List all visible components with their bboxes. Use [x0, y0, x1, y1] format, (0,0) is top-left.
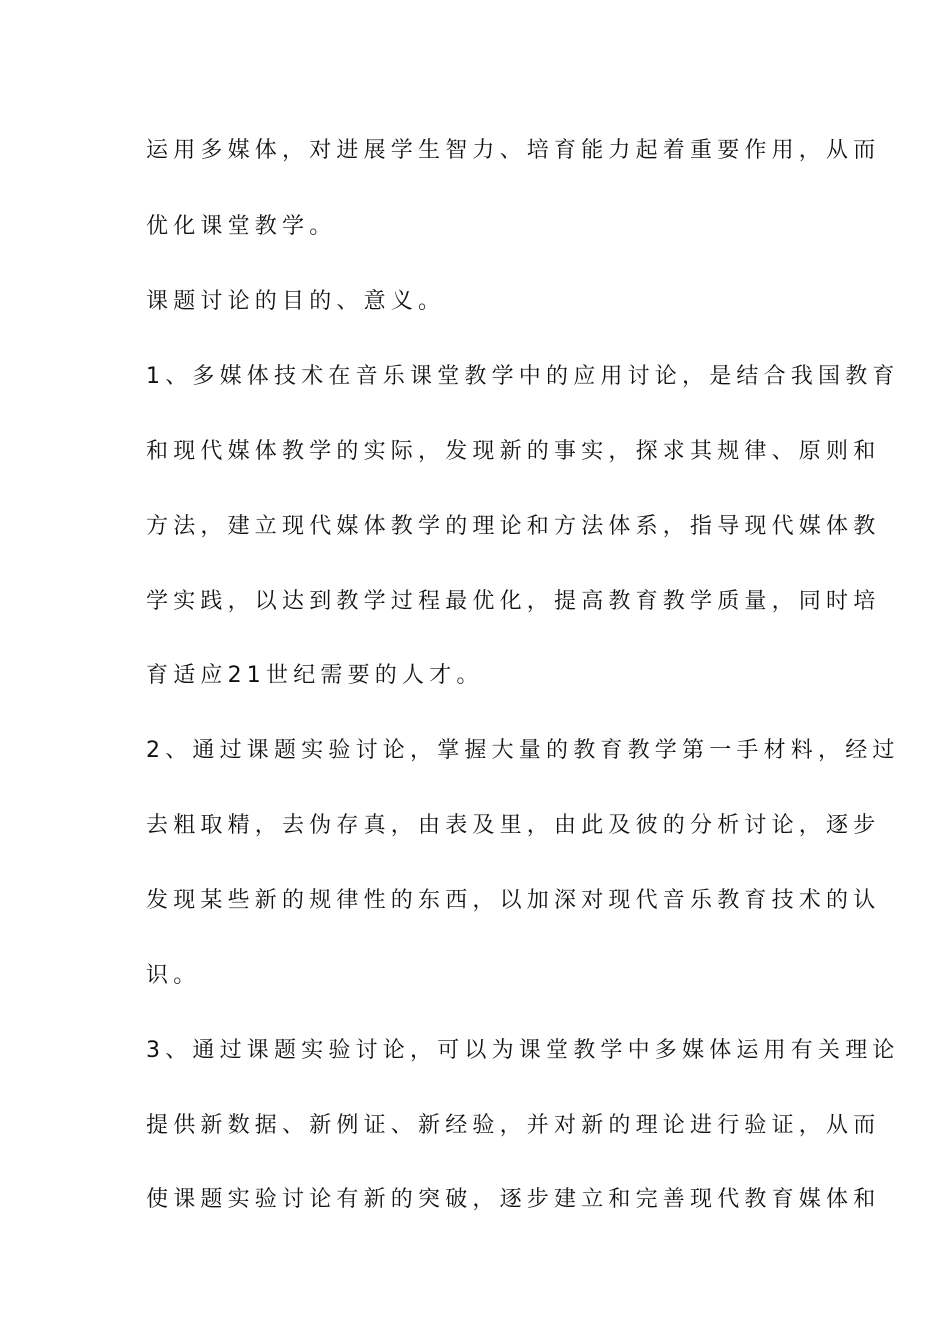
text-line-13: 3、通过课题实验讨论，可以为课堂教学中多媒体运用有关理论	[146, 1038, 900, 1063]
text-line-15: 使课题实验讨论有新的突破，逐步建立和完善现代教育媒体和	[146, 1187, 881, 1212]
text-line-4: 1、多媒体技术在音乐课堂教学中的应用讨论，是结合我国教育	[146, 364, 900, 389]
text-line-14: 提供新数据、新例证、新经验，并对新的理论进行验证，从而	[146, 1113, 881, 1138]
text-line-1: 运用多媒体，对进展学生智力、培育能力起着重要作用，从而	[146, 138, 881, 163]
text-line-8: 育适应21世纪需要的人才。	[146, 663, 484, 688]
text-line-6: 方法，建立现代媒体教学的理论和方法体系，指导现代媒体教	[146, 514, 881, 539]
text-line-10: 去粗取精，去伪存真，由表及里，由此及彼的分析讨论，逐步	[146, 813, 881, 838]
text-line-11: 发现某些新的规律性的东西，以加深对现代音乐教育技术的认	[146, 888, 881, 913]
text-line-12: 识。	[146, 963, 201, 988]
section-heading: 课题讨论的目的、意义。	[146, 289, 446, 314]
text-line-9: 2、通过课题实验讨论，掌握大量的教育教学第一手材料，经过	[146, 738, 900, 763]
text-line-2: 优化课堂教学。	[146, 214, 337, 239]
text-line-7: 学实践，以达到教学过程最优化，提高教育教学质量，同时培	[146, 589, 881, 614]
text-line-5: 和现代媒体教学的实际，发现新的事实，探求其规律、原则和	[146, 439, 881, 464]
